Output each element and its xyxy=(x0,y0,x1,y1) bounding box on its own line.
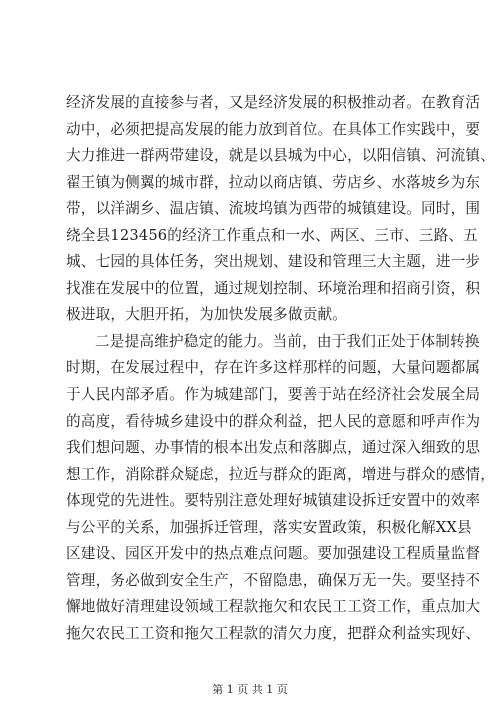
text-line: 于人民内部矛盾。作为城建部门，要善于站在经济社会发展全局 xyxy=(66,386,481,404)
page-footer: 第 1 页 共 1 页 xyxy=(212,683,288,696)
text-line: 二是提高维护稳定的能力。当前，由于我们正处于体制转换 xyxy=(95,332,480,350)
text-line: 带，以洋湖乡、温店镇、流坡坞镇为西带的城镇建设。同时，围 xyxy=(66,200,481,218)
text-line: 大力推进一群两带建设，就是以县城为中心，以阳信镇、河流镇、 xyxy=(66,147,496,165)
text-line: 极进取，大胆开拓，为加快发展多做贡献。 xyxy=(66,306,348,324)
text-line: 城、七园的具体任务，突出规划、建设和管理三大主题，进一步 xyxy=(66,253,481,271)
text-line: 拖欠农民工工资和拖欠工程款的清欠力度，把群众利益实现好、 xyxy=(66,624,481,642)
text-line: 我们想问题、办事情的根本出发点和落脚点，通过深入细致的思 xyxy=(66,439,481,457)
text-line: 动中，必须把提高发展的能力放到首位。在具体工作实践中，要 xyxy=(66,120,481,138)
body-text xyxy=(66,90,496,647)
text-line: 区建设、园区开发中的热点难点问题。要加强建设工程质量监督 xyxy=(66,545,481,563)
text-line: 找准在发展中的位置，通过规划控制、环境治理和招商引资，积 xyxy=(66,279,481,297)
text-line: 翟王镇为侧翼的城市群，拉动以商店镇、劳店乡、水落坡乡为东 xyxy=(66,173,481,191)
text-line: 与公平的关系，加强拆迁管理，落实安置政策，积极化解XX县 xyxy=(66,518,472,536)
text-line: 体现党的先进性。要特别注意处理好城镇建设拆迁安置中的效率 xyxy=(66,492,481,510)
text-line: 管理，务必做到安全生产，不留隐患，确保万无一失。要坚持不 xyxy=(66,571,481,589)
text-line: 绕全县123456的经济工作重点和一水、两区、三市、三路、五 xyxy=(66,226,478,244)
text-line: 经济发展的直接参与者，又是经济发展的积极推动者。在教育活 xyxy=(66,94,481,111)
text-line: 懈地做好清理建设领域工程款拖欠和农民工工资工作，重点加大 xyxy=(66,598,481,616)
text-line: 的高度，看待城乡建设中的群众利益，把人民的意愿和呼声作为 xyxy=(66,412,481,430)
text-line: 想工作，消除群众疑虑，拉近与群众的距离，增进与群众的感情， xyxy=(66,465,496,483)
text-line: 时期，在发展过程中，存在许多这样那样的问题，大量问题都属 xyxy=(66,359,481,377)
